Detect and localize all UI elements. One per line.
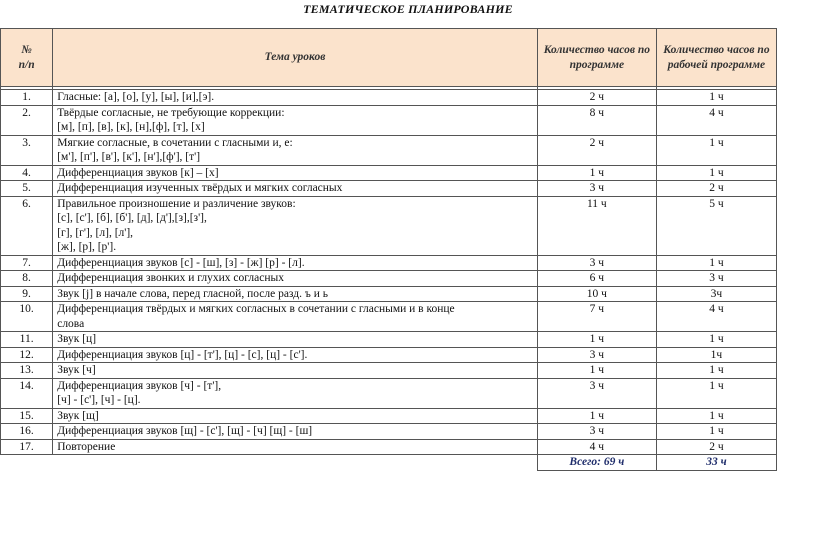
topic-line: Дифференциация звуков [ц] - [т'], [ц] - [с], [ц] - [с']. [57,348,308,361]
row-hours-work-program: 1 ч [656,255,776,271]
row-topic [53,196,538,255]
row-hours-work-program: 1 ч [656,378,776,408]
row-number: 12. [1,347,53,363]
table-row [1,271,777,287]
row-number: 2. [1,105,53,135]
row-topic [53,347,538,363]
row-number: 15. [1,408,53,424]
row-hours-program: 8 ч [537,105,656,135]
row-hours-work-program: 2 ч [656,181,776,197]
table-row [1,424,777,440]
row-topic [53,332,538,348]
topic-line: Дифференциация звуков [с] - [ш], [з] - [ж] [р] - [л]. [57,256,305,269]
table-row [1,90,777,106]
row-hours-program: 4 ч [537,439,656,455]
topic-line: [с], [с'], [б], [б'], [д], [д'],[з],[з'], [57,212,207,224]
topic-line: [м'], [п'], [в'], [к'], [н'],[ф'], [т'] [57,151,201,163]
row-topic [53,286,538,302]
row-topic [53,135,538,165]
row-hours-work-program: 1 ч [656,165,776,181]
row-hours-work-program: 1 ч [656,332,776,348]
topic-line: [ж], [р], [р']. [57,241,117,253]
row-hours-work-program: 1 ч [656,90,776,106]
topic-line: [ч] - [с'], [ч] - [ц]. [57,394,141,406]
row-topic [53,255,538,271]
topic-line: Звук [ц] [57,333,97,345]
row-number: 9. [1,286,53,302]
topic-line: Твёрдые согласные, не требующие коррекции: [57,106,285,119]
topic-line: Повторение [57,440,116,453]
row-hours-program: 1 ч [537,332,656,348]
row-topic [53,181,538,197]
row-hours-work-program: 1 ч [656,424,776,440]
row-topic [53,165,538,181]
row-topic [53,424,538,440]
row-number: 1. [1,90,53,106]
table-row [1,105,777,135]
row-hours-program: 3 ч [537,181,656,197]
header-hours-program: Количество часов по программе [537,29,656,87]
topic-line: Правильное произношение и различение звуков: [57,197,296,210]
table-row [1,332,777,348]
topic-line: Дифференциация изученных твёрдых и мягких согласных [57,182,343,194]
table-row [1,302,777,332]
topic-line: Мягкие согласные, в сочетании с гласными и, е: [57,136,293,149]
table-row [1,165,777,181]
row-topic [53,439,538,455]
topic-line: [м], [п], [в], [к], [н],[ф], [т], [х] [57,121,205,133]
row-hours-work-program: 4 ч [656,302,776,332]
row-number: 10. [1,302,53,332]
row-number: 4. [1,165,53,181]
row-topic [53,271,538,287]
header-number: № п/п [1,29,53,87]
row-number: 17. [1,439,53,455]
topic-line: Звук [ч] [57,364,96,376]
table-row [1,347,777,363]
total-hours-program: Всего: 69 ч [537,455,656,471]
row-hours-program: 3 ч [537,378,656,408]
row-hours-program: 1 ч [537,363,656,379]
topic-line: Гласные: [а], [о], [у], [ы], [и],[э]. [57,91,215,103]
row-hours-program: 6 ч [537,271,656,287]
row-hours-program: 7 ч [537,302,656,332]
row-topic [53,378,538,408]
table-row [1,408,777,424]
row-hours-program: 10 ч [537,286,656,302]
row-topic [53,105,538,135]
row-hours-program: 2 ч [537,135,656,165]
row-hours-program: 2 ч [537,90,656,106]
page-title: ТЕМАТИЧЕСКОЕ ПЛАНИРОВАНИЕ [303,2,513,16]
table-header-row [1,29,777,87]
row-hours-work-program: 4 ч [656,105,776,135]
topic-line: Дифференциация звуков [к] – [х] [57,166,219,179]
header-topic: Тема уроков [53,29,538,87]
row-number: 16. [1,424,53,440]
row-topic [53,90,538,106]
row-number: 8. [1,271,53,287]
row-topic [53,302,538,332]
topic-line: [г], [г'], [л], [л'], [57,226,134,239]
table-row [1,181,777,197]
table-row [1,196,777,255]
row-number: 7. [1,255,53,271]
row-hours-work-program: 3ч [656,286,776,302]
table-row [1,286,777,302]
topic-line: Звук [j] в начале слова, перед гласной, после разд. ъ и ь [57,287,328,300]
row-hours-program: 1 ч [537,408,656,424]
row-topic [53,408,538,424]
table-row [1,378,777,408]
topic-line: слова [57,317,85,330]
row-hours-program: 3 ч [537,255,656,271]
row-hours-work-program: 1 ч [656,408,776,424]
row-number: 14. [1,378,53,408]
row-hours-work-program: 5 ч [656,196,776,255]
header-hours-work-program: Количество часов по рабочей программе [656,29,776,87]
row-hours-work-program: 1 ч [656,135,776,165]
row-topic [53,363,538,379]
table-row [1,255,777,271]
topic-line: Дифференциация звуков [щ] - [с'], [щ] - [ч] [щ] - [ш] [57,425,313,437]
total-hours-work-program: 33 ч [656,455,776,471]
table-row [1,439,777,455]
row-number: 5. [1,181,53,197]
row-hours-work-program: 2 ч [656,439,776,455]
row-hours-program: 11 ч [537,196,656,255]
topic-line: Дифференциация твёрдых и мягких согласных в сочетании с гласными и в конце [57,303,455,315]
topic-line: Дифференциация звуков [ч] - [т'], [57,379,222,392]
totals-row [1,455,777,471]
row-number: 11. [1,332,53,348]
row-hours-program: 1 ч [537,165,656,181]
topic-line: Звук [щ] [57,409,99,422]
table-row [1,135,777,165]
table-row [1,363,777,379]
thematic-plan-table [0,28,777,471]
row-hours-program: 3 ч [537,424,656,440]
row-number: 3. [1,135,53,165]
row-hours-program: 3 ч [537,347,656,363]
row-number: 13. [1,363,53,379]
row-hours-work-program: 3 ч [656,271,776,287]
row-hours-work-program: 1 ч [656,363,776,379]
topic-line: Дифференциация звонких и глухих согласных [57,272,284,284]
row-hours-work-program: 1ч [656,347,776,363]
row-number: 6. [1,196,53,255]
